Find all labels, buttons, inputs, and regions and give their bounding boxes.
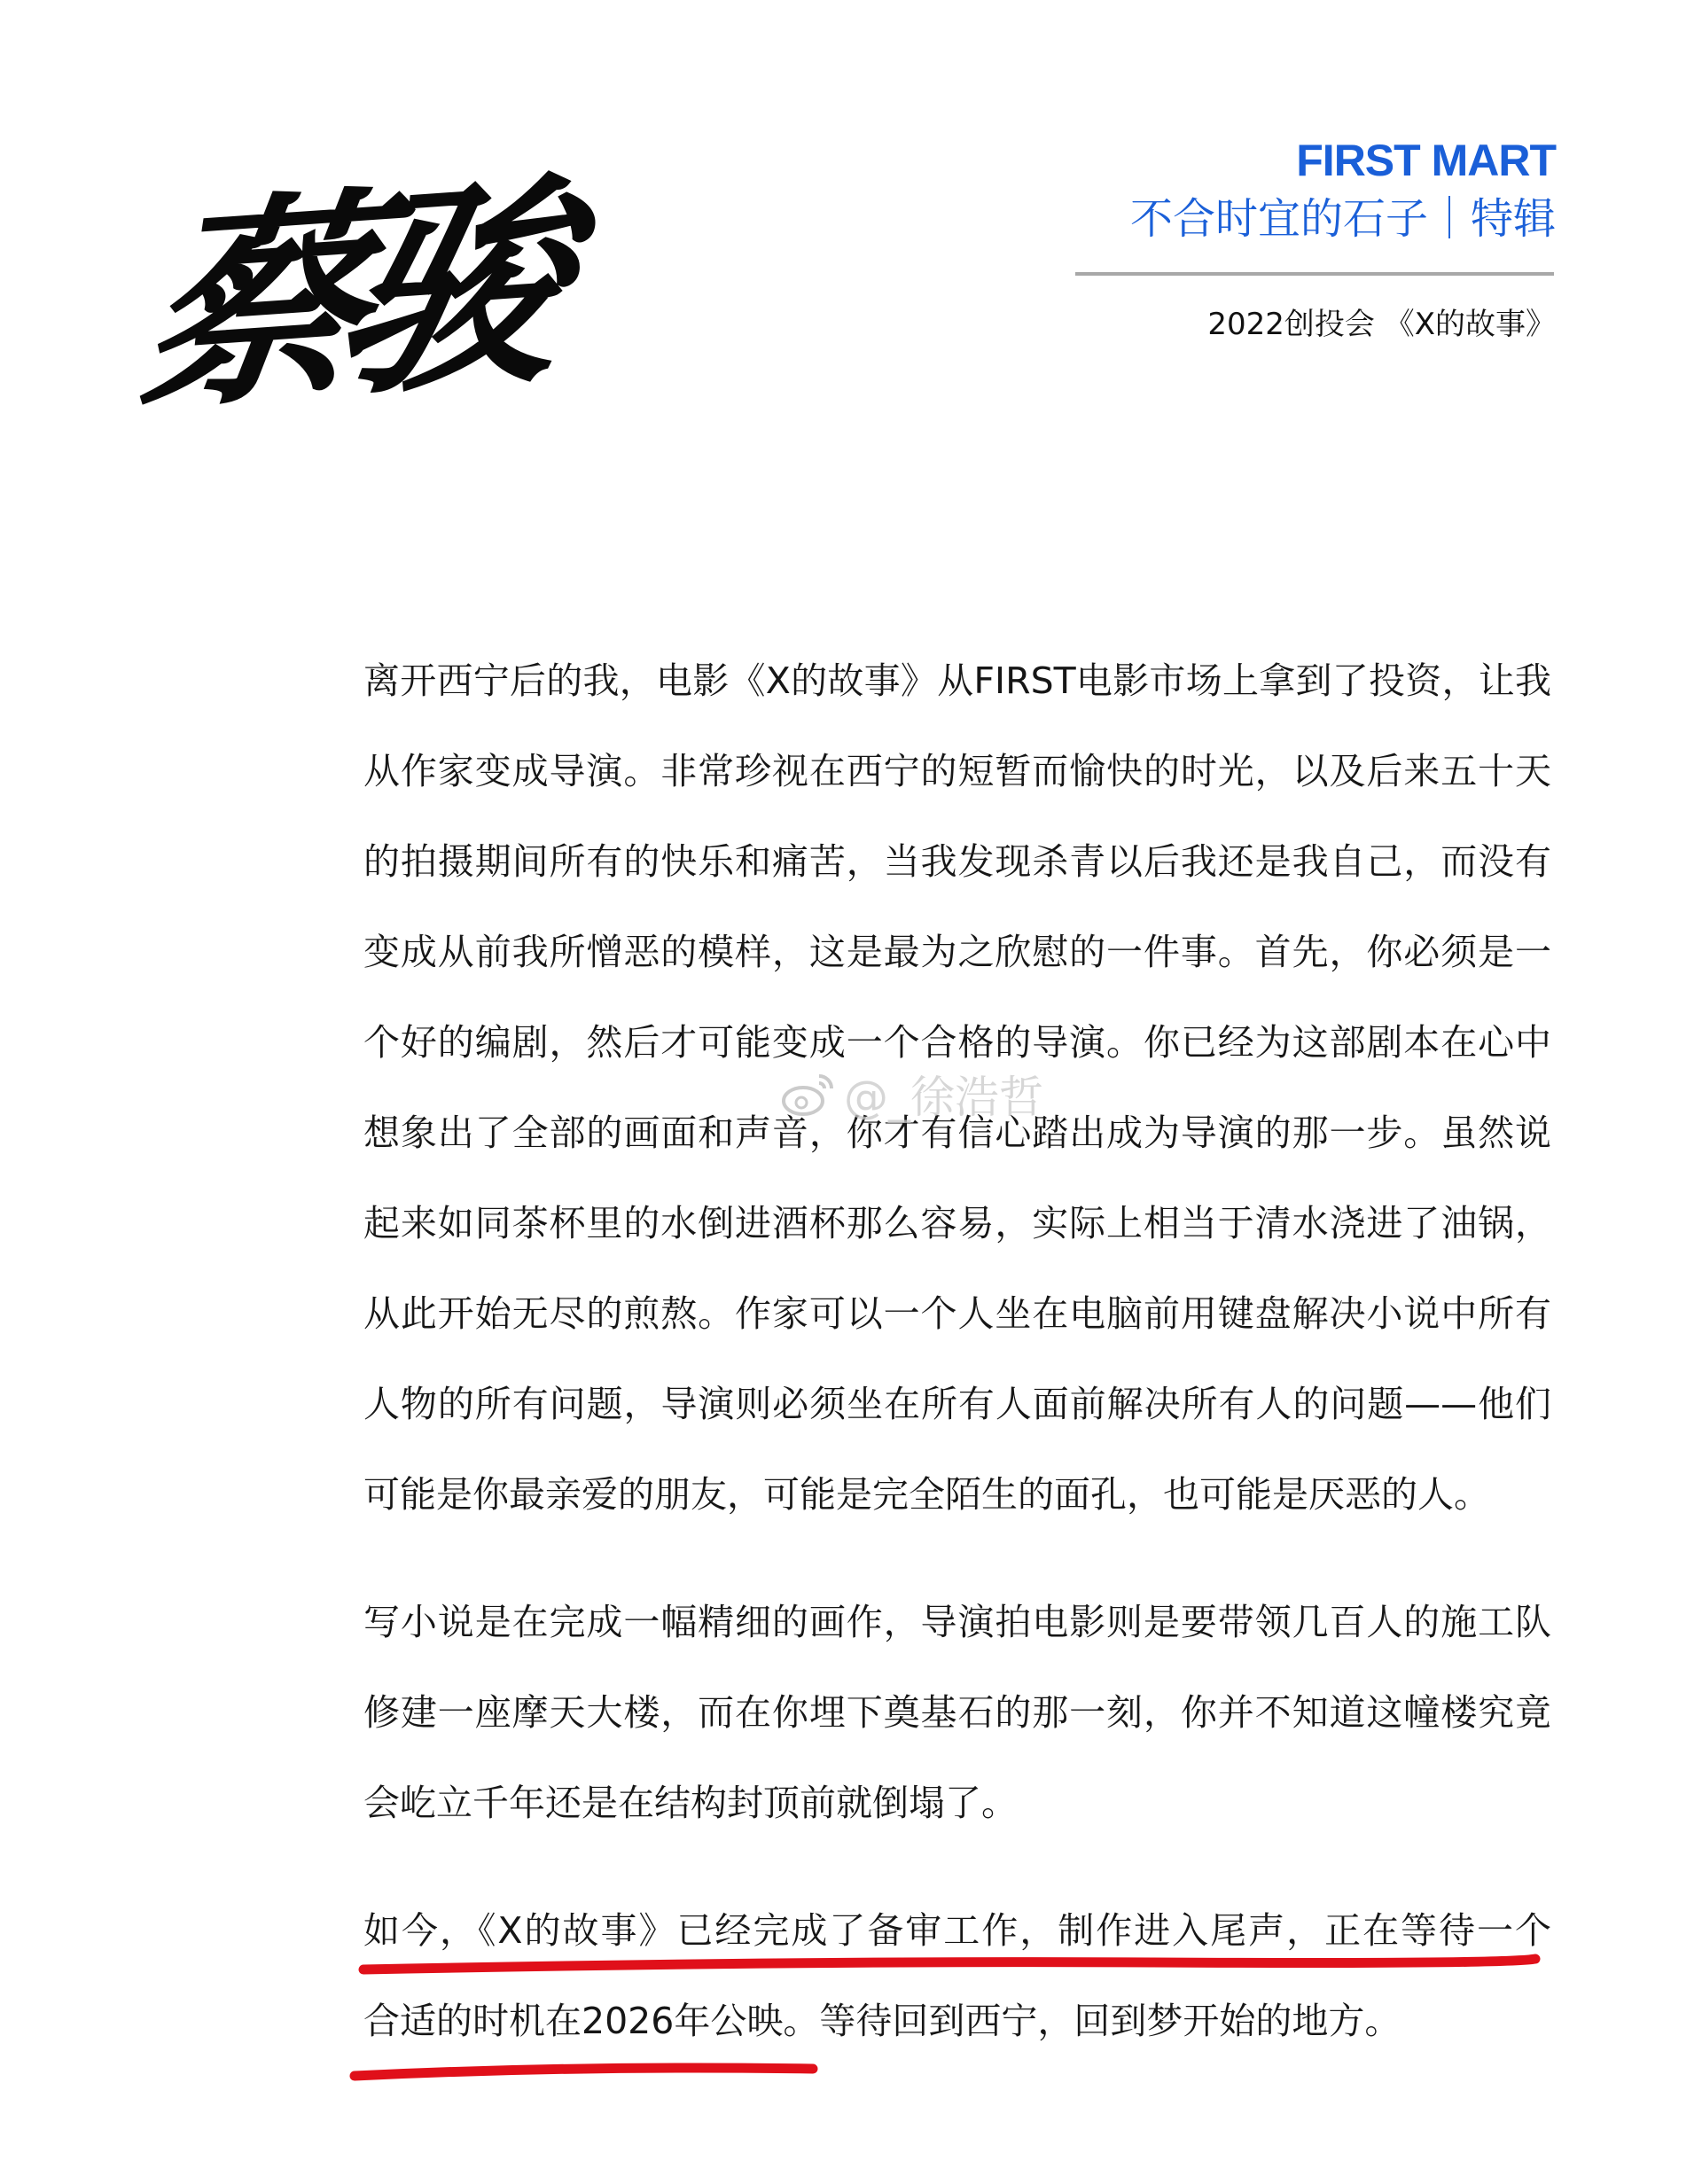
paragraph-3 [363,1885,1551,2066]
weibo-icon [780,1069,837,1119]
calligraphy-signature: 蔡骏 [125,153,558,441]
watermark [780,1062,1043,1126]
text-line: 变成从前我所憎恶的模样，这是最为之欣慰的一件事。首先，你必须是一 [363,931,1551,973]
text-line: 合适的时机在2026年公映。等待回到西宁，回到梦开始的地方。 [363,2000,1401,2042]
text-line: 离开西宁后的我，电影《X的故事》从FIRST电影市场上拿到了投资，让我 [363,659,1551,702]
red-underline-2 [355,2068,813,2076]
text-line: 想象出了全部的画面和声音，你才有信心踏出成为导演的那一步。虽然说 [363,1112,1551,1154]
text-line: 人物的所有问题，导演则必须坐在所有人面前解决所有人的问题——他们 [363,1383,1551,1425]
text-line: 的拍摄期间所有的快乐和痛苦，当我发现杀青以后我还是我自己，而没有 [363,840,1551,883]
event-label: 2022创投会 《X的故事》 [1207,307,1556,342]
text-line: 个好的编剧，然后才可能变成一个合格的导演。你已经为这部剧本在心中 [363,1021,1551,1064]
text-line: 从作家变成导演。非常珍视在西宁的短暂而愉快的时光，以及后来五十天 [363,750,1551,792]
text-line: 写小说是在完成一幅精细的画作，导演拍电影则是要带领几百人的施工队 [363,1601,1551,1643]
text-line: 起来如同茶杯里的水倒进酒杯那么容易，实际上相当于清水浇进了油锅， [363,1202,1551,1244]
text-line: 如今，《X的故事》已经完成了备审工作，制作进入尾声，正在等待一个 [363,1909,1551,1952]
text-line: 修建一座摩天大楼，而在你埋下奠基石的那一刻，你并不知道这幢楼究竟 [363,1691,1551,1734]
brand-title: FIRST MART [1296,136,1556,185]
text-line: 从此开始无尽的煎熬。作家可以一个人坐在电脑前用键盘解决小说中所有 [363,1292,1551,1335]
text-line: 可能是你最亲爱的朋友，可能是完全陌生的面孔，也可能是厌恶的人。 [363,1473,1490,1516]
header-divider [1075,272,1554,276]
watermark-text: @_徐浩哲 [844,1072,1043,1123]
feature-subtitle: 不合时宜的石子｜特辑 [1129,194,1556,244]
text-line: 会屹立千年还是在结构封顶前就倒塌了。 [363,1782,1018,1824]
paragraph-2 [363,1577,1551,1848]
